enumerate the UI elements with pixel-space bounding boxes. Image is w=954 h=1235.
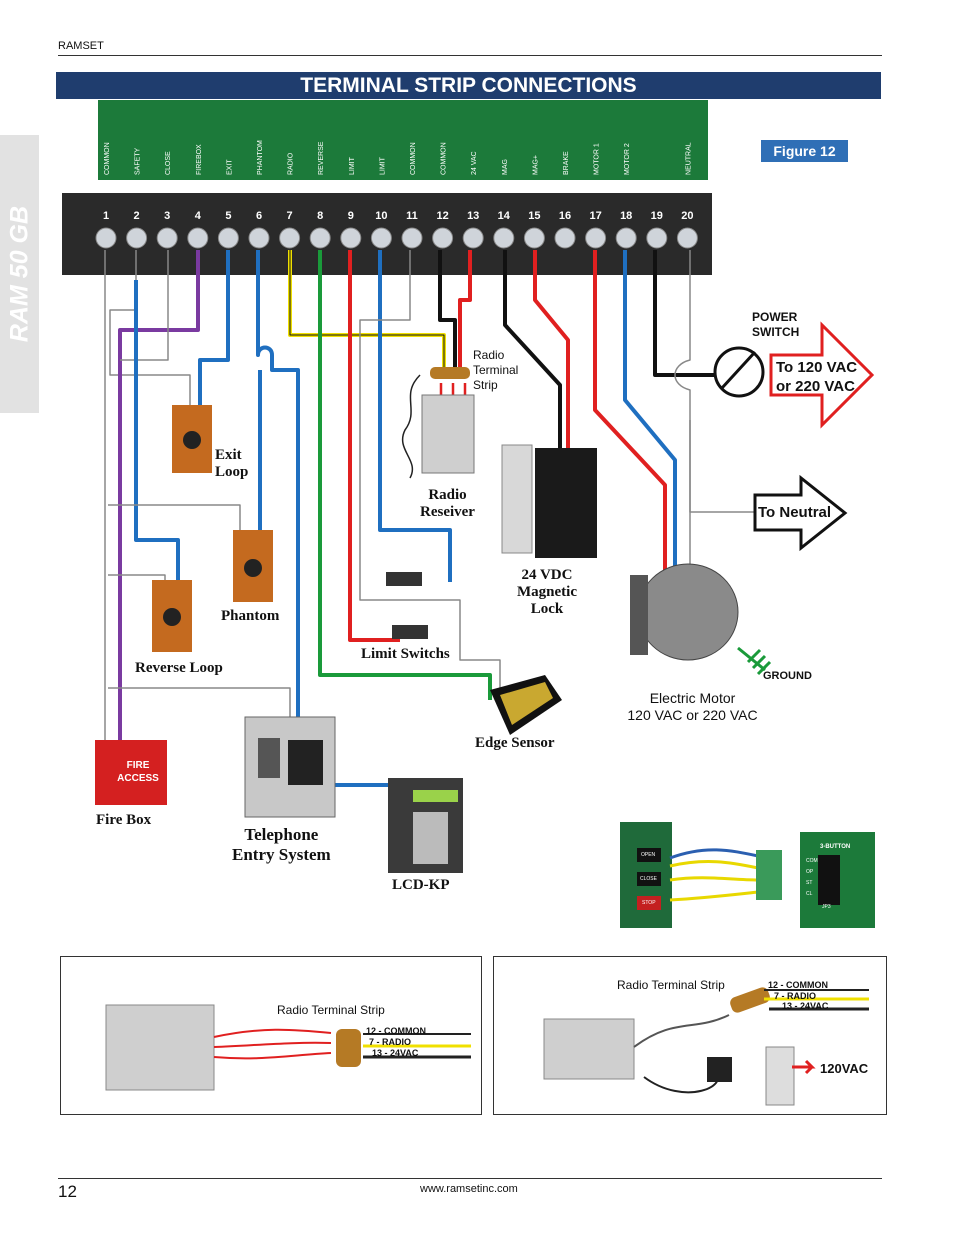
terminal-number: 5: [225, 210, 232, 222]
lcd-screen: [413, 790, 458, 802]
terminal-screw-icon: [524, 228, 544, 248]
telephone-keypad: [258, 738, 280, 778]
terminal-label: MAG+: [532, 154, 540, 175]
vac-120-label: 120VAC: [820, 1061, 869, 1076]
radio-left-line-3: 13 - 24VAC: [372, 1048, 419, 1058]
terminal-screw-icon: [188, 228, 208, 248]
outlet-icon: [766, 1047, 794, 1105]
terminal-number: 9: [347, 210, 354, 222]
terminal-number: 14: [497, 210, 510, 222]
terminal-screw-icon: [127, 228, 147, 248]
terminal-number: 16: [558, 210, 572, 222]
radio-right-line-2: 7 - RADIO: [774, 991, 817, 1001]
reverse-loop-label: Reverse Loop: [135, 660, 223, 676]
terminal-screw-icon: [249, 228, 269, 248]
telephone-speaker: [288, 740, 323, 785]
receiver-right-wires: [634, 1015, 729, 1047]
terminal-label: LIMIT: [348, 157, 356, 175]
terminal-label: CLOSE: [165, 151, 173, 175]
terminal-number: 13: [467, 210, 480, 222]
exit-loop-dial: [183, 431, 201, 449]
station-wire-yellow-2: [670, 878, 758, 880]
side-tab-label: RAM 50 GB: [5, 205, 33, 343]
radio-strip-left-title: Radio Terminal Strip: [277, 1003, 385, 1017]
three-button-pin-com: COM: [806, 858, 818, 864]
mag-lock-body-icon: [535, 448, 597, 558]
terminal-label: COMMON: [410, 142, 417, 175]
terminal-label: LIMIT: [379, 157, 387, 175]
motor-housing: [630, 575, 648, 655]
terminal-label: COMMON: [104, 142, 111, 175]
radio-left-line-1: 12 - COMMON: [366, 1026, 427, 1036]
wire-mag-red: [535, 250, 568, 450]
terminal-screw-icon: [96, 228, 116, 248]
fire-box-label: Fire Box: [96, 812, 152, 828]
terminal-screw-icon: [341, 228, 361, 248]
reverse-dial: [163, 608, 181, 626]
radio-right-line-3: 13 - 24VAC: [782, 1001, 829, 1011]
terminal-number: 7: [286, 210, 293, 222]
terminal-label: EXIT: [226, 159, 234, 175]
electric-motor-icon: [638, 564, 738, 660]
radio-right-line-1: 12 - COMMON: [768, 980, 829, 990]
terminal-label: 24 VAC: [471, 151, 479, 175]
terminal-screw-icon: [494, 228, 514, 248]
vac-red-arrow-icon: [792, 1061, 812, 1073]
terminal-screw-icon: [586, 228, 606, 248]
ground-label: GROUND: [763, 670, 812, 682]
telephone-entry-label: Telephone Entry System: [232, 825, 331, 864]
limit-switch-2-icon: [392, 625, 428, 639]
receiver-right-icon: [544, 1019, 634, 1079]
close-button-label: CLOSE: [640, 876, 657, 882]
terminal-number: 2: [133, 210, 140, 222]
terminal-number: 18: [620, 210, 633, 222]
wire-gray-3: [108, 688, 290, 720]
terminal-screw-icon: [433, 228, 453, 248]
radio-strip-arrows: [441, 383, 465, 395]
section-title: TERMINAL STRIP CONNECTIONS: [56, 72, 881, 99]
station-connector-icon: [756, 850, 782, 900]
wire-exit-blue: [200, 250, 228, 420]
terminal-label: MAG: [501, 159, 509, 175]
radio-inset-left: [60, 956, 482, 1115]
terminal-number: 10: [375, 210, 388, 222]
radio-inset-right: [493, 956, 887, 1115]
terminal-label: MOTOR 1: [593, 143, 601, 175]
three-button-pin-op: OP: [806, 869, 814, 875]
terminal-number: 4: [194, 210, 201, 222]
terminal-screw-icon: [555, 228, 575, 248]
terminal-label: BRAKE: [563, 151, 570, 175]
terminal-number: 1: [102, 210, 110, 222]
phantom-dial: [244, 559, 262, 577]
receiver-left-wires: [214, 1030, 331, 1059]
terminal-label: NEUTRAL: [685, 142, 693, 175]
mag-lock-label: 24 VDC Magnetic Lock: [517, 567, 577, 617]
stop-button-label: STOP: [642, 900, 656, 906]
to-neutral-label: To Neutral: [758, 504, 832, 521]
station-wire-yellow: [670, 862, 758, 868]
terminal-screw-icon: [402, 228, 422, 248]
power-switch-icon: [715, 348, 763, 396]
terminal-screw-icon: [677, 228, 697, 248]
terminal-label: MOTOR 2: [624, 143, 632, 175]
limit-switches-label: Limit Switchs: [361, 646, 450, 662]
page-number: 12: [58, 1182, 77, 1201]
figure-tag: Figure 12: [761, 140, 848, 162]
terminal-label: RADIO: [287, 152, 295, 175]
open-button-label: OPEN: [641, 852, 656, 858]
lcd-kp-label: LCD-KP: [392, 877, 450, 893]
radio-strip-left-icon: [336, 1029, 361, 1067]
terminal-screw-icon: [218, 228, 238, 248]
exit-loop-label: Exit Loop: [215, 447, 249, 480]
edge-sensor-label: Edge Sensor: [475, 735, 555, 751]
phantom-label: Phantom: [221, 608, 280, 624]
radio-left-line-2: 7 - RADIO: [369, 1037, 412, 1047]
wire-reverse-blue: [136, 280, 178, 590]
power-adapter-icon: [707, 1057, 732, 1082]
electric-motor-label: Electric Motor 120 VAC or 220 VAC: [627, 690, 758, 723]
terminal-screw-icon: [616, 228, 636, 248]
terminal-label: PHANTOM: [257, 140, 264, 175]
terminal-number: 12: [436, 210, 449, 222]
footer-url: www.ramsetinc.com: [420, 1183, 518, 1195]
antenna-icon: [403, 375, 420, 478]
terminal-screw-icon: [157, 228, 177, 248]
terminal-number: 15: [528, 210, 541, 222]
wire-gray-1: [108, 505, 240, 540]
limit-switch-1-icon: [386, 572, 422, 586]
three-button-pin-st: ST: [806, 880, 813, 886]
brand: RAMSET: [58, 40, 104, 52]
power-switch-label: POWER SWITCH: [752, 310, 800, 339]
terminal-label: FIREBOX: [195, 144, 203, 175]
station-wire-blue: [670, 850, 758, 858]
three-button-pin-cl: CL: [806, 891, 813, 897]
terminal-screw-icon: [280, 228, 300, 248]
receiver-left-icon: [106, 1005, 214, 1090]
wire-motor-blue: [625, 250, 675, 570]
terminal-label: REVERSE: [318, 141, 326, 175]
to-vac-label: To 120 VAC or 220 VAC: [776, 359, 858, 395]
terminal-label: COMMON: [440, 142, 448, 175]
jp3-label: JP3: [822, 904, 831, 910]
terminal-number: 3: [164, 210, 171, 222]
footer-rule: [58, 1178, 882, 1179]
radio-receiver-icon: [422, 395, 474, 473]
radio-strip-right-title: Radio Terminal Strip: [617, 978, 725, 992]
radio-terminal-strip-label: Radio Terminal Strip: [473, 348, 519, 392]
terminal-number: 6: [255, 210, 263, 222]
mag-lock-plate-icon: [502, 445, 532, 553]
terminal-number: 20: [681, 210, 694, 222]
terminal-number: 19: [650, 210, 663, 222]
terminal-label: SAFETY: [134, 147, 142, 175]
lcd-keys: [413, 812, 448, 864]
radio-terminal-strip-icon: [430, 367, 470, 379]
terminal-number: 8: [317, 210, 324, 222]
terminal-screw-icon: [647, 228, 667, 248]
three-button-label: 3-BUTTON: [820, 844, 851, 850]
terminal-screw-icon: [463, 228, 483, 248]
circuit-board: [98, 100, 708, 180]
station-wire-yellow-3: [670, 892, 758, 900]
radio-receiver-label: Radio Reseiver: [420, 487, 475, 520]
terminal-screw-icon: [310, 228, 330, 248]
terminal-number: 17: [589, 210, 602, 222]
fire-access-label: FIRE ACCESS: [117, 760, 159, 784]
terminal-screw-icon: [371, 228, 391, 248]
three-button-header: [818, 855, 840, 905]
terminal-number: 11: [406, 210, 418, 222]
